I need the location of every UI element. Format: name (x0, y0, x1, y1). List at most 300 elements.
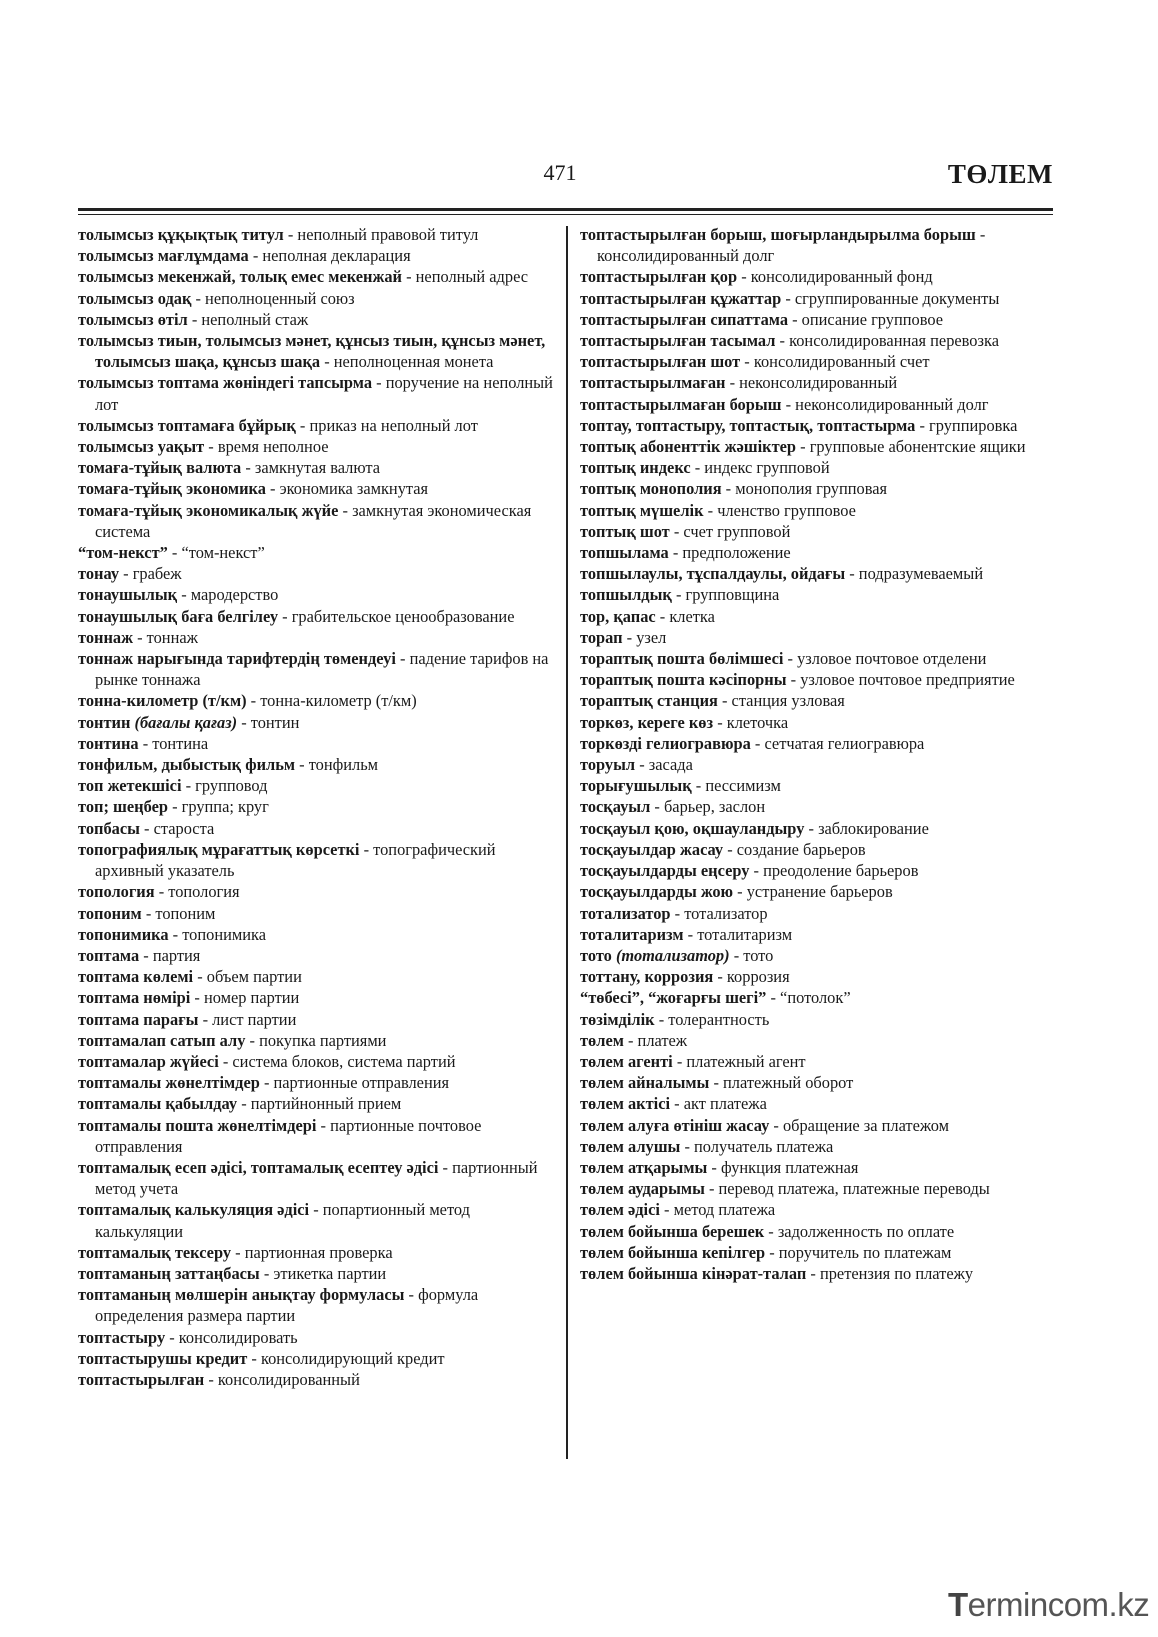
entry-term: топтамалап сатып алу (78, 1030, 246, 1050)
dictionary-entry (580, 839, 1060, 860)
entry-term: төлем әдісі (580, 1200, 660, 1220)
dictionary-entry (78, 372, 553, 414)
entry-separator: - (721, 479, 736, 499)
entry-separator: - (295, 415, 310, 435)
right-column (580, 224, 1060, 1284)
dictionary-entry (78, 457, 553, 478)
entry-definition: платеж (637, 1030, 688, 1050)
entry-definition: монополия групповая (735, 479, 888, 499)
dictionary-entry (580, 1009, 1060, 1030)
entry-separator: - (766, 988, 781, 1008)
entry-definition: консолидировать (178, 1327, 298, 1347)
dictionary-entry (580, 542, 1060, 563)
entry-term: “том-некст” (78, 543, 168, 563)
entry-term: төлем бойынша кінәрат-талап (580, 1263, 807, 1283)
entry-definition: тоталитаризм (697, 924, 793, 944)
entry-definition: претензия по платежу (819, 1263, 974, 1283)
entry-definition: “потолок” (780, 988, 851, 1008)
entry-term: тораптық станция (580, 691, 718, 711)
entry-term: төлем (580, 1030, 624, 1050)
entry-separator: - (259, 1073, 274, 1093)
dictionary-entry (580, 1221, 1060, 1242)
dictionary-entry (580, 627, 1060, 648)
entry-separator: - (259, 1263, 274, 1283)
entry-term: тонау (78, 564, 120, 584)
entry-term: топтастырушы кредит (78, 1348, 248, 1368)
entry-separator: - (168, 924, 183, 944)
dictionary-entry (78, 330, 553, 372)
entry-definition: неполноценный союз (205, 288, 355, 308)
entry-definition: тонтина (152, 733, 209, 753)
entry-definition: тото (743, 945, 774, 965)
dictionary-entry (78, 1157, 553, 1199)
entry-separator: - (717, 691, 732, 711)
entry-definition: тотализатор (684, 903, 768, 923)
entry-definition: консолидированный счет (753, 352, 930, 372)
entry-definition: засада (648, 755, 693, 775)
dictionary-entry (78, 478, 553, 499)
entry-definition: преодоление барьеров (763, 861, 919, 881)
entry-separator: - (680, 1136, 695, 1156)
entry-separator: - (165, 1327, 179, 1347)
entry-term: тосқауыл қою, оқшауландыру (580, 818, 805, 838)
entry-separator: - (395, 649, 410, 669)
entry-separator: - (283, 225, 298, 244)
entry-definition: толерантность (668, 1009, 770, 1029)
entry-term: топтастырылған борыш, шоғырландырылма борыш (580, 225, 976, 244)
entry-term: топтамалық калькуляция әдісі (78, 1200, 310, 1220)
entry-term: тоттану, коррозия (580, 967, 714, 987)
dictionary-entry (580, 712, 1060, 733)
entry-term: топтық абоненттік жәшіктер (580, 437, 797, 457)
entry-separator: - (650, 797, 664, 817)
entry-definition: платежный агент (686, 1051, 806, 1071)
entry-definition: староста (153, 818, 215, 838)
dictionary-entry (580, 860, 1060, 881)
entry-term: “төбесі”, “жоғарғы шегі” (580, 988, 767, 1008)
entry-definition: группа; круг (181, 797, 269, 817)
dictionary-entry (580, 924, 1060, 945)
dictionary-entry (78, 712, 553, 733)
entry-term: торуыл (580, 755, 636, 775)
dictionary-entry (78, 881, 553, 902)
entry-term: толымсыз уақыт (78, 437, 205, 457)
entry-definition: тонна-километр (т/км) (260, 691, 417, 711)
entry-definition: узловое почтовое предприятие (800, 670, 1015, 690)
entry-definition: партионные почтовое отправления (95, 1115, 482, 1156)
dictionary-entry (580, 394, 1060, 415)
entry-term: төлем алуға өтініш жасау (580, 1115, 770, 1135)
entry-term: торкөзді гелиогравюра (580, 733, 751, 753)
entry-separator: - (723, 839, 737, 859)
entry-definition: обращение за платежом (782, 1115, 950, 1135)
dictionary-entry (78, 584, 553, 605)
entry-separator: - (729, 945, 744, 965)
dictionary-entry (78, 754, 553, 775)
dictionary-entry (580, 1115, 1060, 1136)
entry-term: топтастырылған сипаттама (580, 309, 789, 329)
dictionary-entry (580, 881, 1060, 902)
entry-separator: - (750, 733, 765, 753)
entry-separator: - (683, 924, 698, 944)
dictionary-entry (580, 521, 1060, 542)
dictionary-entry (580, 818, 1060, 839)
entry-separator: - (247, 1348, 261, 1368)
entry-separator: - (359, 839, 374, 859)
entry-definition: партийнонный прием (250, 1094, 402, 1114)
dictionary-entry (580, 987, 1060, 1008)
dictionary-entry (78, 542, 553, 563)
entry-term: толымсыз мағлұмдама (78, 246, 249, 266)
entry-definition: поручитель по платежам (778, 1242, 952, 1262)
dictionary-entry (78, 436, 553, 457)
entry-definition: барьер, заслон (663, 797, 766, 817)
entry-term: топтастырылған шот (580, 352, 741, 372)
entry-definition: заблокирование (818, 818, 929, 838)
entry-definition: объем партии (206, 967, 302, 987)
dictionary-entry (78, 415, 553, 436)
entry-term: тосқауылдар жасау (580, 839, 724, 859)
dictionary-entry (580, 372, 1060, 393)
dictionary-entry (78, 309, 553, 330)
entry-separator: - (248, 246, 263, 266)
entry-term: томаға-тұйық валюта (78, 458, 242, 478)
entry-term: тонтина (78, 733, 139, 753)
entry-definition: задолженность по оплате (777, 1221, 955, 1241)
dictionary-entry (78, 987, 553, 1008)
entry-definition: топонимика (182, 924, 267, 944)
entry-term: топтамалы жөнелтімдер (78, 1073, 260, 1093)
entry-separator: - (749, 861, 764, 881)
entry-term: тонна-километр (т/км) (78, 691, 247, 711)
dictionary-entry (78, 1072, 553, 1093)
entry-separator: - (198, 1009, 213, 1029)
entry-definition: время неполное (217, 437, 329, 457)
entry-term: топоним (78, 903, 142, 923)
entry-term: топтаманың заттаңбасы (78, 1263, 260, 1283)
entry-separator: - (204, 1369, 218, 1389)
entry-separator: - (278, 606, 292, 626)
entry-separator: - (295, 755, 309, 775)
entry-definition: описание групповое (801, 309, 944, 329)
entry-term: тосқауыл (580, 797, 651, 817)
entry-separator: - (804, 818, 819, 838)
entry-definition: узловое почтовое отделени (797, 649, 987, 669)
entry-separator: - (915, 415, 930, 435)
entry-note: (бағалы қағаз) (130, 712, 238, 732)
entry-definition: приказ на неполный лот (309, 415, 478, 435)
dictionary-entry (580, 606, 1060, 627)
entry-term: топтық шот (580, 521, 670, 541)
entry-term: топтаманың мөлшерін анықтау формуласы (78, 1285, 405, 1305)
entry-definition: группировка (929, 415, 1018, 435)
entry-separator: - (668, 543, 683, 563)
entry-definition: неконсолидированный долг (795, 394, 989, 414)
entry-definition: консолидированный фонд (750, 267, 933, 287)
entry-term: топтама көлемі (78, 967, 194, 987)
entry-term: топтық монополия (580, 479, 722, 499)
entry-separator: - (237, 1094, 251, 1114)
entry-separator: - (669, 521, 684, 541)
entry-separator: - (659, 1200, 674, 1220)
entry-term: төлем айналымы (580, 1073, 710, 1093)
entry-term: топ; шеңбер (78, 797, 168, 817)
entry-definition: грабеж (132, 564, 182, 584)
entry-definition: коррозия (726, 967, 790, 987)
dictionary-entry (580, 796, 1060, 817)
entry-definition: консолидированный долг (597, 246, 775, 266)
entry-term: топтастыру (78, 1327, 166, 1347)
entry-definition: метод платежа (673, 1200, 776, 1220)
dictionary-entry (78, 839, 553, 881)
entry-definition: предположение (682, 543, 791, 563)
entry-term: төлем бойынша кепілгер (580, 1242, 766, 1262)
dictionary-entry (580, 436, 1060, 457)
entry-term: торап (580, 627, 623, 647)
entry-term: тосқауылдарды еңсеру (580, 861, 750, 881)
entry-separator: - (139, 945, 153, 965)
entry-term: топбасы (78, 818, 140, 838)
entry-separator: - (167, 543, 182, 563)
entry-term: топтамалық есеп әдісі, топтамалық есептеу әдісі (78, 1157, 439, 1177)
entry-term: тоталитаризм (580, 924, 684, 944)
dictionary-entry (580, 945, 1060, 966)
entry-term: топшылаулы, тұспалдаулы, ойдағы (580, 564, 846, 584)
entry-definition: создание барьеров (736, 839, 866, 859)
entry-separator: - (975, 225, 986, 244)
entry-separator: - (690, 458, 705, 478)
entry-term: топтастырылған құжаттар (580, 288, 782, 308)
entry-term: топтық индекс (580, 458, 691, 478)
entry-separator: - (733, 882, 747, 902)
entry-separator: - (672, 1051, 687, 1071)
dictionary-entry (580, 563, 1060, 584)
dictionary-entry (78, 1348, 553, 1369)
entry-definition: сетчатая гелиогравюра (764, 733, 925, 753)
entry-definition: тоннаж (146, 627, 198, 647)
entry-term: тонаушылық (78, 585, 178, 605)
entry-definition: замкнутая валюта (254, 458, 381, 478)
entry-term: толымсыз одақ (78, 288, 192, 308)
dictionary-entry (78, 1263, 553, 1284)
entry-term: төлем агенті (580, 1051, 673, 1071)
entry-separator: - (670, 903, 685, 923)
logo-letter: T (948, 1586, 968, 1623)
entry-definition: консолидирующий кредит (260, 1348, 445, 1368)
entry-separator: - (187, 309, 202, 329)
entry-term: топтастырылған қор (580, 267, 738, 287)
entry-term: тораптық пошта бөлімшесі (580, 649, 784, 669)
entry-separator: - (740, 352, 754, 372)
entry-term: топтастырылмаған борыш (580, 394, 782, 414)
entry-definition: групповые абонентские ящики (809, 437, 1026, 457)
dictionary-entry (78, 903, 553, 924)
dictionary-entry (580, 266, 1060, 287)
entry-separator: - (190, 988, 204, 1008)
entry-definition: попартионный метод калькуляции (95, 1200, 470, 1241)
entry-definition: неполный правовой титул (297, 225, 479, 244)
entry-separator: - (404, 1285, 419, 1305)
entry-term: томаға-тұйық экономикалық жүйе (78, 500, 339, 520)
entry-separator: - (138, 733, 153, 753)
dictionary-entry (78, 1284, 553, 1326)
entry-definition: неполный стаж (201, 309, 309, 329)
dictionary-entry (580, 1263, 1060, 1284)
entry-separator: - (781, 394, 796, 414)
entry-definition: этикетка партии (273, 1263, 387, 1283)
entry-definition: членство групповое (717, 500, 856, 520)
entry-term: тонфильм, дыбыстық фильм (78, 755, 296, 775)
dictionary-entry (580, 648, 1060, 669)
entry-separator: - (713, 712, 727, 732)
entry-term: төлем актісі (580, 1094, 671, 1114)
dictionary-entry (580, 1030, 1060, 1051)
entry-definition: индекс групповой (704, 458, 830, 478)
entry-definition: функция платежная (720, 1157, 859, 1177)
entry-definition: партионная проверка (244, 1242, 393, 1262)
entry-term: тоннаж (78, 627, 133, 647)
page-number: 471 (543, 160, 577, 185)
entry-term: толымсыз топтамаға бұйрық (78, 415, 296, 435)
entry-definition: партионные отправления (273, 1073, 450, 1093)
dictionary-entry (78, 1369, 553, 1390)
dictionary-entry (580, 1051, 1060, 1072)
entry-definition: групповщина (685, 585, 780, 605)
dictionary-entry (580, 733, 1060, 754)
entry-definition: тонтин (250, 712, 300, 732)
dictionary-entry (78, 224, 553, 245)
entry-definition: акт платежа (683, 1094, 767, 1114)
entry-separator: - (177, 585, 191, 605)
entry-separator: - (402, 267, 416, 287)
dictionary-entry (78, 775, 553, 796)
entry-term: тораптық пошта кәсіпорны (580, 670, 787, 690)
entry-term: тосқауылдарды жою (580, 882, 734, 902)
entry-separator: - (316, 1115, 331, 1135)
header-rule-thin (78, 214, 1053, 215)
entry-separator: - (703, 500, 718, 520)
entry-term: тотализатор (580, 903, 671, 923)
entry-separator: - (622, 627, 637, 647)
dictionary-entry (78, 796, 553, 817)
entry-definition: топографический архивный указатель (95, 839, 496, 881)
entry-definition: консолидированный (217, 1369, 360, 1389)
dictionary-entry (78, 648, 553, 690)
entry-definition: сгруппированные документы (794, 288, 1000, 308)
entry-term: төлем бойынша берешек (580, 1221, 765, 1241)
entry-separator: - (191, 288, 206, 308)
entry-separator: - (241, 458, 255, 478)
entry-term: төзімділік (580, 1009, 655, 1029)
entry-separator: - (775, 331, 790, 351)
entry-definition: грабительское ценообразование (291, 606, 515, 626)
entry-term: топтама нөмірі (78, 988, 191, 1008)
dictionary-entry (78, 1327, 553, 1348)
entry-separator: - (654, 1009, 669, 1029)
dictionary-entry (78, 1199, 553, 1241)
dictionary-entry (78, 266, 553, 287)
entry-separator: - (119, 564, 133, 584)
entry-definition: клетка (669, 606, 715, 626)
entry-separator: - (181, 776, 196, 796)
entry-definition: топология (168, 882, 240, 902)
entry-term: топтамалы қабылдау (78, 1094, 238, 1114)
entry-separator: - (623, 1030, 638, 1050)
dictionary-entry (78, 245, 553, 266)
entry-separator: - (237, 712, 251, 732)
entry-term: толымсыз мекенжай, толық емес мекенжай (78, 267, 402, 287)
header-rule-thick (78, 208, 1053, 211)
entry-separator: - (635, 755, 649, 775)
dictionary-entry (580, 330, 1060, 351)
entry-term: тонаушылық баға белгілеу (78, 606, 279, 626)
dictionary-entry (580, 309, 1060, 330)
entry-definition: экономика замкнутая (279, 479, 429, 499)
entry-definition: партионный метод учета (95, 1157, 538, 1199)
entry-term: топшылдық (580, 585, 672, 605)
entry-separator: - (788, 309, 802, 329)
entry-term: топтастырылған (78, 1369, 205, 1389)
entry-definition: замкнутая экономическая система (95, 500, 532, 541)
entry-definition: номер партии (203, 988, 300, 1008)
entry-separator: - (670, 1094, 684, 1114)
dictionary-entry (580, 903, 1060, 924)
entry-separator: - (707, 1157, 721, 1177)
entry-definition: “том-некст” (181, 543, 265, 563)
dictionary-entry (580, 1242, 1060, 1263)
dictionary-entry (78, 1009, 553, 1030)
entry-separator: - (764, 1221, 778, 1241)
entry-term: топтастырылмаған (580, 373, 726, 393)
entry-separator: - (655, 606, 670, 626)
entry-definition: неконсолидированный (739, 373, 898, 393)
entry-definition: тонфильм (308, 755, 379, 775)
dictionary-entry (78, 288, 553, 309)
entry-separator: - (671, 585, 686, 605)
entry-definition: система блоков, система партий (232, 1051, 456, 1071)
entry-definition: консолидированная перевозка (789, 331, 999, 351)
dictionary-entry (580, 690, 1060, 711)
entry-term: топтама (78, 945, 140, 965)
entry-separator: - (713, 967, 727, 987)
dictionary-entry (580, 1157, 1060, 1178)
entry-term: топтық мүшелік (580, 500, 704, 520)
entry-term: тор, қапас (580, 606, 656, 626)
entry-definition: пессимизм (705, 776, 781, 796)
entry-definition: лист партии (212, 1009, 297, 1029)
entry-term: топ жетекшісі (78, 776, 182, 796)
entry-separator: - (737, 267, 751, 287)
entry-separator: - (167, 797, 182, 817)
entry-definition: счет групповой (683, 521, 791, 541)
entry-separator: - (193, 967, 207, 987)
dictionary-entry (78, 818, 553, 839)
entry-term: толымсыз тиын, толымсыз мәнет, құнсыз тиын, құнсыз мәнет, толымсыз шақа, құнсыз шақа (78, 331, 546, 372)
entry-separator: - (372, 373, 386, 393)
entry-term: төлем атқарымы (580, 1157, 708, 1177)
entry-separator: - (338, 500, 353, 520)
dictionary-entry (580, 1199, 1060, 1220)
entry-separator: - (139, 818, 154, 838)
dictionary-entry (580, 584, 1060, 605)
dictionary-entry (580, 224, 1060, 266)
dictionary-entry (78, 606, 553, 627)
dictionary-entry (78, 733, 553, 754)
entry-term: толымсыз құқықтық титул (78, 225, 284, 244)
entry-term: толымсыз өтіл (78, 309, 188, 329)
entry-term: топтастырылған тасымал (580, 331, 776, 351)
entry-definition: топоним (155, 903, 216, 923)
